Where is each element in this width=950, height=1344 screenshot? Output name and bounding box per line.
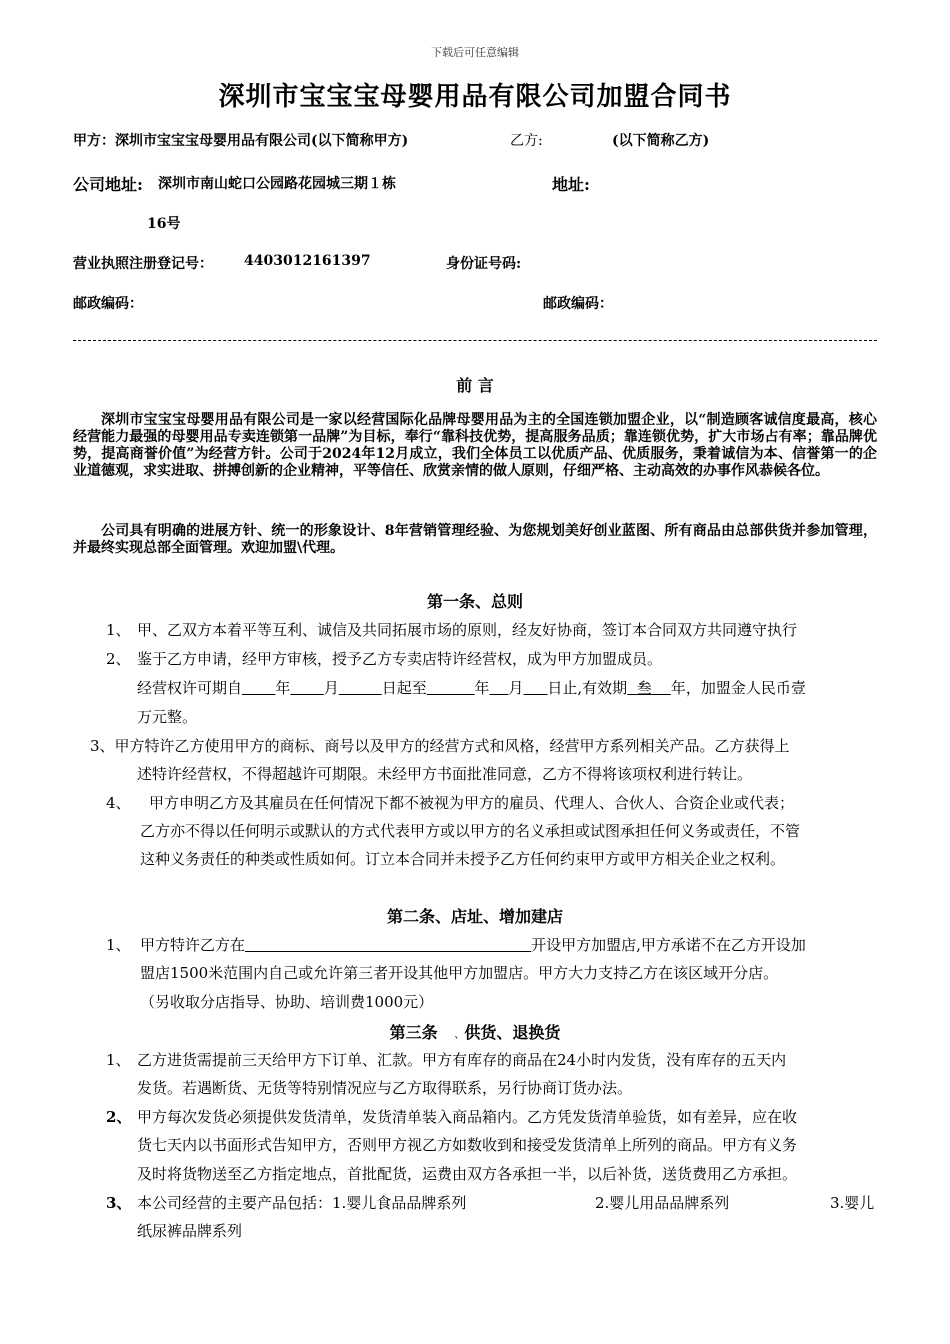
franchise-fee-end: 万元整。 [137,708,198,726]
product-series-2: 2.婴儿用品品牌系列 [595,1194,730,1212]
term-year-label-2: 年 [474,679,490,697]
term-start-day-blank[interactable] [339,679,382,697]
article-1-item-2: 鉴于乙方申请，经甲方审核，授予乙方专卖店特许经营权，成为甲方加盟成员。 [137,650,663,668]
article-1-item-number: 2、 [106,650,131,668]
article-3-item-2-cont: 及时将货物送至乙方指定地点，首批配货，运费由双方各承担一半，以后补货，送货费用乙方承担。 [137,1165,798,1183]
term-start-month-blank[interactable] [290,679,323,697]
postcode-a-label: 邮政编码： [73,296,143,312]
article-1-heading: 第一条、总则 [426,592,523,611]
article-2-item-number: 1、 [106,936,131,954]
address-value-cont: 16号 [147,216,181,232]
franchise-term-line [137,677,806,698]
term-years-value: 叁 [636,679,652,697]
id-number-label: 身份证号码: [446,256,522,272]
contract-title: 深圳市宝宝宝母婴用品有限公司加盟合同书 [218,82,732,112]
article-1-item-4-cont: 乙方亦不得以任何明示或默认的方式代表甲方或以甲方的名义承担或试图承担任何义务或责任，不管 [140,822,801,840]
article-3-item-number: 2、 [106,1108,132,1126]
article-2-item-1-cont: 盟店1500米范围内自己或允许第三者开设其他甲方加盟店。甲方大力支持乙方在该区域开分店。 [140,964,779,982]
store-location-blank[interactable] [245,936,531,954]
article-1-item-3: 3、甲方特许乙方使用甲方的商标、商号以及甲方的经营方式和风格，经营甲方系列相关产品。乙方获得上 [90,737,790,755]
article-3-heading: 第三条 、供货、退换货 [389,1023,561,1042]
term-end-year-blank[interactable] [427,679,475,697]
term-end-day-blank[interactable] [524,679,548,697]
article-1-item-1: 甲、乙双方本着平等互利、诚信及共同拓展市场的原则，经友好协商，签订本合同双方共同遵守执行 [137,621,798,639]
article-1-item-4-cont: 这种义务责任的种类或性质如何。订立本合同并未授予乙方任何约束甲方或甲方相关企业之权利。 [140,850,786,868]
store-location-label: 甲方特许乙方在 [140,936,246,954]
party-b-label: 乙方: [510,133,543,149]
article-2-heading: 第二条、店址、增加建店 [386,907,563,926]
license-value: 4403012161397 [244,253,371,269]
article-3-item-2-cont: 货七天内以书面形式告知甲方，否则甲方视乙方如数收到和接受发货清单上所列的商品。甲方有义务 [137,1136,798,1154]
article-3-item-number: 3、 [106,1194,132,1212]
license-label: 营业执照注册登记号： [73,256,213,272]
address-value: 深圳市南山蛇口公园路花园城三期１栋 [158,176,396,192]
article-1-item-4: 甲方申明乙方及其雇员在任何情况下都不被视为甲方的雇员、代理人、合伙人、合资企业或代表； [149,794,795,812]
term-from-label: 日起至 [381,679,427,697]
term-start-label: 经营权许可期自 [137,679,243,697]
preface-heading: 前 言 [456,376,494,395]
article-2-item-1 [140,934,806,955]
term-fee-label: 年，加盟金人民币壹 [670,679,806,697]
preface-paragraph-2: 公司具有明确的进展方针、统一的形象设计、8年营销管理经验、为您规划美好创业蓝图、所有商品由总部供货并参加管理，并最终实现总部全面管理。欢迎加盟\代理。 [73,523,877,556]
term-to-label: 日止,有效期 [547,679,628,697]
article-3-item-number: 1、 [106,1051,131,1069]
page-header-note: 下载后可任意编辑 [431,46,519,59]
party-a: 甲方：深圳市宝宝宝母婴用品有限公司(以下简称甲方) [73,133,409,149]
product-series-3: 3.婴儿 [830,1194,875,1212]
article-1-item-number: 4、 [106,794,131,812]
article-3-item-2: 甲方每次发货必须提供发货清单，发货清单装入商品箱内。乙方凭发货清单验货，如有差异，应在收 [137,1108,798,1126]
store-location-text: 开设甲方加盟店,甲方承诺不在乙方开设加 [531,936,806,954]
article-1-item-3-cont: 述特许经营权，不得超越许可期限。未经甲方书面批准同意，乙方不得将该项权利进行转让。 [137,765,753,783]
term-month-label: 月 [323,679,339,697]
address-label: 公司地址: [73,175,143,194]
preface-paragraph-1: 深圳市宝宝宝母婴用品有限公司是一家以经营国际化品牌母婴用品为主的全国连锁加盟企业，以“制造顾客诚信度最高，核心经营能力最强的母婴用品专卖连锁第一品牌”为目标，奉行“靠科技优势，提高服务品质；靠连锁优势，扩大市场占有率；靠品牌优势，提高商誉价值”为经营方针。公司于2024年12月成立，我们全体员工以优质产品、优质服务，秉着诚信为本、信誉第一的企业道德观，求实进取、拼搏创新的企业精神，平等信任、欣赏亲情的做人原则，仔细严格、主动高效的办事作风恭候各位。 [73,412,877,479]
article-1-item-number: 1、 [106,621,131,639]
term-start-year-blank[interactable] [242,679,275,697]
article-3-item-1: 乙方进货需提前三天给甲方下订单、汇款。甲方有库存的商品在24小时内发货，没有库存的五天内 [137,1051,787,1069]
term-end-month-blank[interactable] [489,679,508,697]
product-series-1: 本公司经营的主要产品包括：1.婴儿食品品牌系列 [137,1194,467,1212]
party-b-note: (以下简称乙方) [612,133,710,149]
article-3-item-1-cont: 发货。若遇断货、无货等特别情况应与乙方取得联系，另行协商订货办法。 [137,1079,633,1097]
term-month-label-2: 月 [508,679,524,697]
address-b-label: 地址: [552,175,590,194]
term-year-label: 年 [275,679,291,697]
product-series-3-cont: 纸尿裤品牌系列 [137,1222,243,1240]
article-2-item-1-fee: （另收取分店指导、协助、培训费1000元） [140,993,434,1011]
postcode-b-label: 邮政编码： [543,296,613,312]
section-divider [73,340,877,341]
